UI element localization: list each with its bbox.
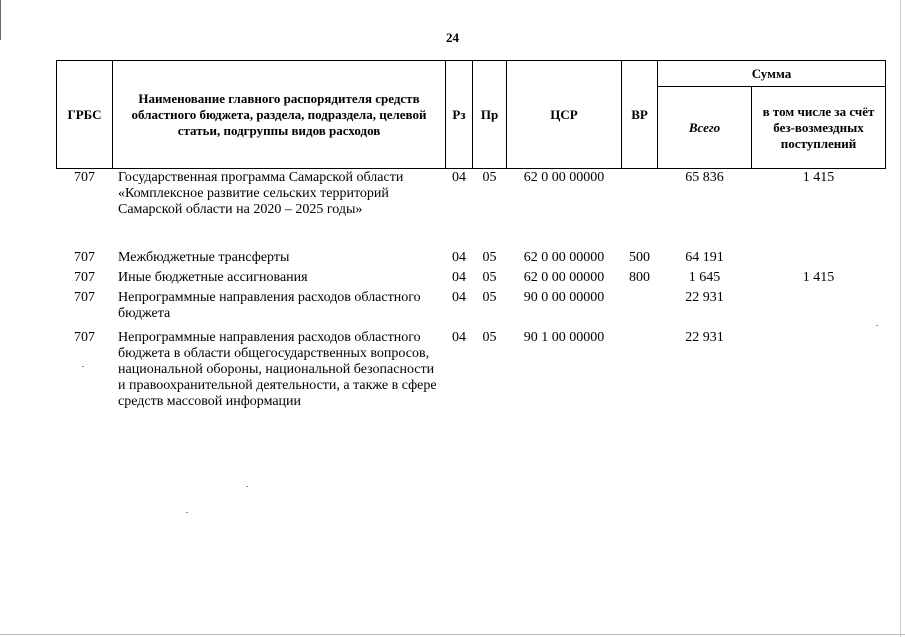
table-cell-name: Непрограммные направления расходов областного бюджета в области общегосударственных вопросов, национальной обороны, национальной безопасности и правоохранительной деятельности, а также в сфере средств массовой информации [118, 330, 437, 409]
header-pr: Пр [480, 106, 499, 122]
header-rz: Рз [452, 106, 466, 122]
table-cell-name: Государственная программа Самарской области «Комплексное развитие сельских территорий Самарской области на 2020 – 2025 годы» [118, 170, 404, 217]
table-cell-grbs: 707 [74, 290, 95, 305]
table-cell-csr: 90 0 00 00000 [523, 290, 605, 305]
scan-speck [246, 486, 248, 487]
table-cell-incl: 1 415 [802, 270, 835, 285]
header-bottom-border [56, 168, 886, 169]
header-incl: в том числе за счёт без-возмездных поступлений [762, 103, 875, 151]
header-grbs: ГРБС [67, 106, 102, 122]
scan-edge-right [900, 0, 901, 637]
table-cell-grbs: 707 [74, 170, 95, 185]
table-right-border [885, 60, 886, 169]
scan-speck [186, 512, 188, 513]
table-cell-pr: 05 [482, 330, 497, 345]
table-cell-rz: 04 [452, 170, 466, 185]
table-cell-pr: 05 [482, 250, 497, 265]
table-cell-name: Межбюджетные трансферты [118, 250, 290, 265]
table-cell-total: 65 836 [685, 170, 724, 185]
table-cell-pr: 05 [482, 290, 497, 305]
table-cell-name: Иные бюджетные ассигнования [118, 270, 308, 285]
table-cell-csr: 90 1 00 00000 [523, 330, 605, 345]
table-cell-grbs: 707 [74, 270, 95, 285]
table-cell-rz: 04 [452, 270, 466, 285]
table-cell-rz: 04 [452, 290, 466, 305]
scan-edge-bottom [0, 634, 905, 635]
table-cell-vr: 800 [629, 270, 650, 285]
page-number: 24 [446, 30, 459, 45]
table-cell-grbs: 707 [74, 250, 95, 265]
table-cell-csr: 62 0 00 00000 [523, 250, 605, 265]
table-cell-total: 64 191 [685, 250, 724, 265]
table-cell-total: 22 931 [685, 330, 724, 345]
table-cell-total: 1 645 [688, 270, 721, 285]
table-cell-vr: 500 [629, 250, 650, 265]
header-csr: ЦСР [550, 106, 578, 122]
table-cell-rz: 04 [452, 330, 466, 345]
header-name: Наименование главного распорядителя средств областного бюджета, раздела, подраздела, целевой статьи, подгруппы видов расходов [131, 90, 427, 138]
scan-speck [82, 366, 84, 367]
table-cell-csr: 62 0 00 00000 [523, 270, 605, 285]
table-cell-total: 22 931 [685, 290, 724, 305]
table-cell-grbs: 707 [74, 330, 95, 345]
table-cell-pr: 05 [482, 170, 497, 185]
table-cell-incl: 1 415 [802, 170, 835, 185]
table-cell-rz: 04 [452, 250, 466, 265]
scan-speck [876, 325, 878, 326]
table-cell-name: Непрограммные направления расходов областного бюджета [118, 290, 421, 321]
table-cell-pr: 05 [482, 270, 497, 285]
header-total: Всего [688, 119, 721, 135]
table-cell-csr: 62 0 00 00000 [523, 170, 605, 185]
header-sum: Сумма [751, 65, 792, 81]
header-vr: ВР [631, 106, 648, 122]
